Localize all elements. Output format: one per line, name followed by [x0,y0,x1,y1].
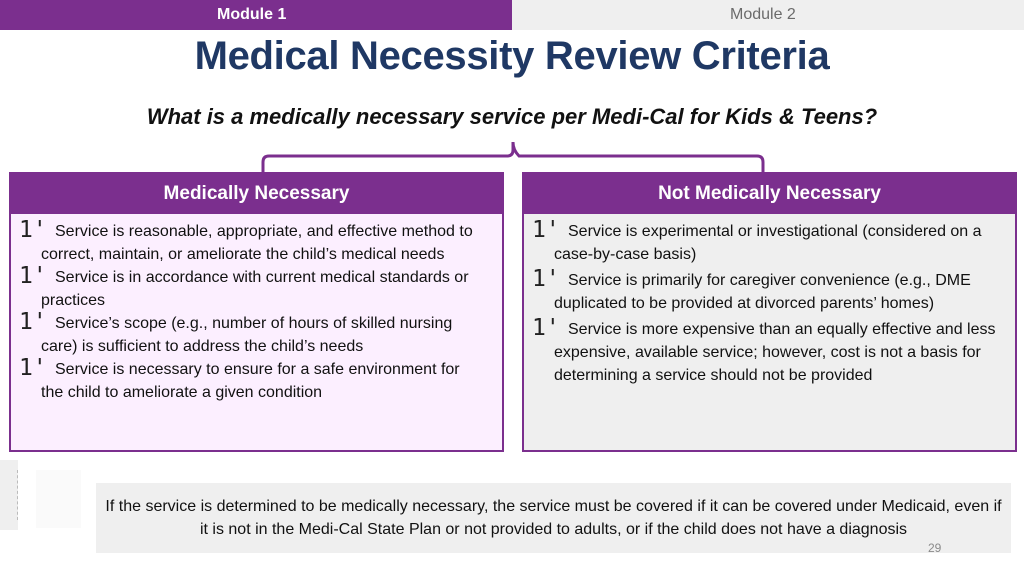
page-subtitle: What is a medically necessary service per Medi-Cal for Kids & Teens? [146,104,878,129]
coverage-note [96,483,1011,553]
list-item: 1' Service is primarily for caregiver convenience (e.g., DME duplicated to be provided at divorced parents’ homes) [532,266,971,312]
coverage-note-text: If the service is determined to be medically necessary, the service must be covered if it can be covered under Medicaid, even if it is not in the Medi-Cal State Plan or not provided to adults, or if the child does not have a diagnosis [105,498,1002,538]
decoration-box [36,470,81,528]
medically-necessary-panel [9,172,504,452]
medically-necessary-heading: Medically Necessary [11,174,502,214]
tab-module-2[interactable] [512,0,1024,30]
list-item: 1' Service is experimental or investigational (considered on a case-by-case basis) [532,217,982,263]
bullet-glyph: 1' [532,217,560,243]
list-item: 1' Service is more expensive than an equally effective and less expensive, available service; however, cost is not a basis for determining a service should not be provided [532,315,996,384]
list-item: 1' Service’s scope (e.g., number of hours of skilled nursing care) is sufficient to address the child’s needs [19,309,453,355]
bracket-connector [257,140,769,176]
bullet-glyph: 1' [532,315,560,341]
tab-module-2-label: Module 2 [730,6,796,23]
list-item: 1' Service is reasonable, appropriate, and effective method to correct, maintain, or ameliorate the child’s medical needs [19,217,473,263]
bullet-glyph: 1' [19,217,47,243]
bullet-glyph: 1' [19,309,47,335]
side-decoration [0,460,18,530]
tab-module-1-label: Module 1 [217,6,287,23]
page-title: Medical Necessity Review Criteria [194,34,830,78]
not-medically-necessary-list [524,214,1015,387]
not-medically-necessary-panel [522,172,1017,452]
not-medically-necessary-heading: Not Medically Necessary [524,174,1015,214]
tab-module-1[interactable] [0,0,512,30]
list-item: 1' Service is necessary to ensure for a safe environment for the child to ameliorate a given condition [19,355,460,401]
bullet-glyph: 1' [19,263,47,289]
bullet-glyph: 1' [532,266,560,292]
bullet-glyph: 1' [19,355,47,381]
list-item: 1' Service is in accordance with current medical standards or practices [19,263,469,309]
medically-necessary-list [11,214,502,404]
page-number: 29 [928,541,942,555]
divider [17,470,18,520]
